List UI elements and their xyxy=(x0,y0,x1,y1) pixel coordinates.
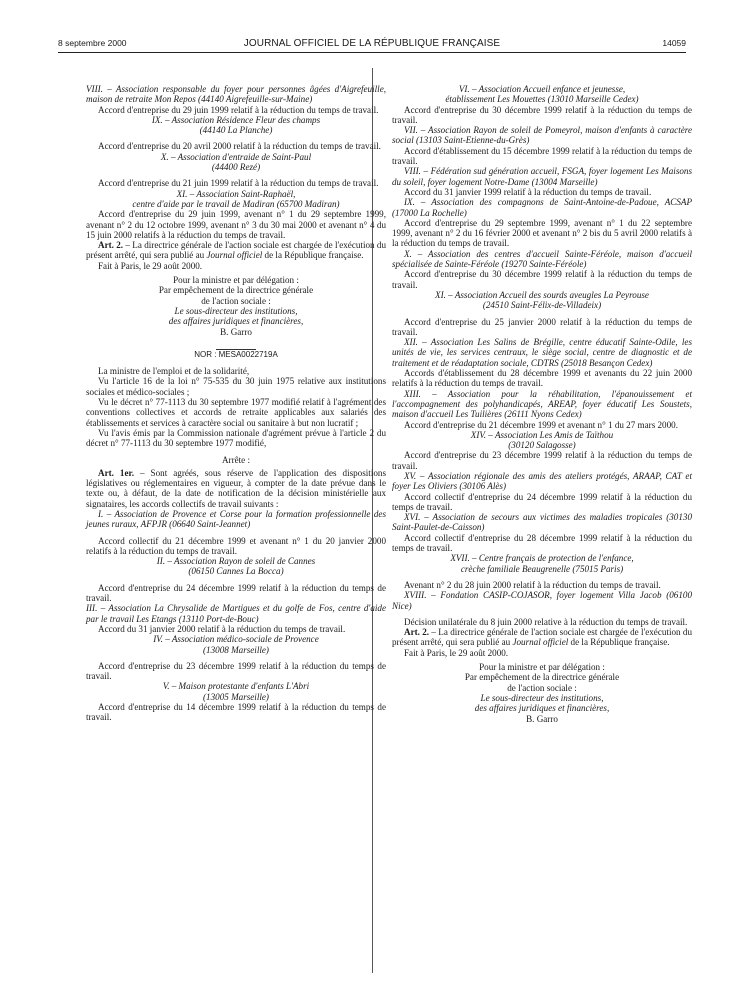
section-text: Accord d'entreprise du 30 décembre 1999 relatif à la réduction du temps de travail. xyxy=(392,269,692,290)
nor-reference: NOR : MESA0022719A xyxy=(194,349,278,359)
section-text: Accord collectif du 21 décembre 1999 et avenant n° 1 du 20 janvier 2000 relatifs à la réduction du temps de travail. xyxy=(86,535,386,556)
section-text: Accord d'entreprise du 14 décembre 1999 relatif à la réduction du temps de travail. xyxy=(86,702,386,723)
section-heading: IX. – Association des compagnons de Saint-Antoine-de-Padoue, ACSAP (17000 La Rochelle) xyxy=(392,197,692,218)
section-heading: XVIII. – Fondation CASIP-COJASOR, foyer logement Villa Jacob (06100 Nice) xyxy=(392,590,692,611)
section-text: Avenant n° 2 du 28 juin 2000 relatif à la réduction du temps de travail. xyxy=(404,579,661,590)
section-heading: I. – Association de Provence et Corse pour la formation professionnelle des jeunes ruraux, AFPJR (06640 Saint-Jeannet) xyxy=(86,508,386,530)
section-text: Accord d'entreprise du 21 juin 1999 relatif à la réduction du temps de travail. xyxy=(98,178,379,189)
section-text: Accord d'entreprise du 29 juin 1999 relatif à la réduction du temps de travail. xyxy=(98,104,379,115)
section-text: Accord d'entreprise du 29 juin 1999, avenant n° 1 du 29 septembre 1999, avenant n° 2 du 12 octobre 1999, avenant n° 3 du 30 mai 2000 et avenant n° 4 du 15 juin 2000 relatifs à la réduction du temps de travail. xyxy=(86,209,386,240)
section-text: Accord d'entreprise du 24 décembre 1999 relatif à la réduction du temps de travail. xyxy=(86,582,386,604)
article-2: Art. 2. – La directrice générale de l'action sociale est chargée de l'exécution du présent arrêté, qui sera publié au Journal officiel de la République française. xyxy=(86,240,387,261)
section-heading: II. – Association Rayon de soleil de Cannes (06150 Cannes La Bocca) xyxy=(156,556,316,577)
section-text: Accord d'entreprise du 23 décembre 1999 relatif à la réduction du temps de travail. xyxy=(392,450,692,471)
section-text: Accord d'entreprise du 30 décembre 1999 relatif à la réduction du temps de travail. xyxy=(392,104,692,125)
preamble-line: Vu le décret n° 77-1113 du 30 septembre 1977 modifié relatif à l'agrément des conventions collectives et accords de retraite applicables aux salariés des établissements et services à caractère social ou sanitaire à but non lucratif ; xyxy=(86,397,386,428)
section-text: Accord d'entreprise du 21 décembre 1999 et avenant n° 1 du 27 mars 2000. xyxy=(404,419,678,430)
section-heading: VIII. – Association responsable du foyer pour personnes âgées d'Aigrefeuille, maison de retraite Mon Repos (44140 Aigrefeuille-sur-Maine) xyxy=(86,84,386,105)
section-heading: VIII. – Fédération sud génération accueil, FSGA, foyer logement Les Maisons du soleil, foyer logement Notre-Dame (13004 Marseille) xyxy=(392,166,692,187)
section-heading: XI. – Association Saint-Raphaël, centre d'aide par le travail de Madiran (65700 Madiran) xyxy=(132,188,340,209)
section-heading: IX. – Association Résidence Fleur des champs (44140 La Planche) xyxy=(151,114,321,136)
section-text: Accord du 31 janvier 1999 relatif à la réduction du temps de travail. xyxy=(404,186,652,197)
preamble-line: La ministre de l'emploi et de la solidarité, xyxy=(98,366,250,377)
section-heading: III. – Association La Chrysalide de Martigues et du golfe de Fos, centre d'aide par le travail Les Etangs (13110 Port-de-Bouc) xyxy=(86,603,386,624)
section-text: Accords d'établissement du 28 décembre 1999 et avenants du 22 juin 2000 relatifs à la réduction du temps de travail. xyxy=(392,368,692,389)
section-heading: IV. – Association médico-sociale de Provence (13008 Marseille) xyxy=(153,634,319,655)
arrete-label: Arrête : xyxy=(221,454,251,465)
section-text: Décision unilatérale du 8 juin 2000 relative à la réduction du temps de travail. xyxy=(404,616,688,627)
journal-title: JOURNAL OFFICIEL DE LA RÉPUBLIQUE FRANÇAISE xyxy=(243,38,501,49)
section-text: Accord d'entreprise du 23 décembre 1999 relatif à la réduction du temps de travail. xyxy=(86,660,386,682)
section-heading: XI. – Association Accueil des sourds aveugles La Peyrouse (24510 Saint-Félix-de-Villadeix) xyxy=(435,289,649,311)
signature-block: Pour la ministre et par délégation : Par empêchement de la directrice générale de l'action sociale : Le sous-directeur des institutions, des affaires juridiques et financières, B. Garro xyxy=(158,275,314,337)
signature-block: Pour la ministre et par délégation : Par empêchement de la directrice générale de l'action sociale : Le sous-directeur des institutions, des affaires juridiques et financières, B. Garro xyxy=(464,662,620,724)
section-text: Accord collectif d'entreprise du 28 décembre 1999 relatif à la réduction du temps de travail. xyxy=(392,532,692,554)
header-date: 8 septembre 2000 xyxy=(58,38,127,48)
section-heading: V. – Maison protestante d'enfants L'Abri (13005 Marseille) xyxy=(162,681,310,702)
section-text: Accord d'entreprise du 20 avril 2000 relatif à la réduction du temps de travail. xyxy=(98,141,381,152)
section-heading: X. – Association d'entraide de Saint-Paul (44400 Rezé) xyxy=(160,151,312,173)
section-text: Accord d'entreprise du 29 septembre 1999, avenant n° 1 du 22 septembre 1999, avenant n° 2 du 16 février 2000 et avenant n° 2 bis du 5 avril 2000 relatifs à la réduction du temps de travail. xyxy=(392,217,692,249)
preamble-line: Vu l'avis émis par la Commission nationale d'agrément prévue à l'article 2 du décret n° 77-1113 du 30 septembre 1977 modifié, xyxy=(86,427,386,449)
section-heading: XV. – Association régionale des amis des ateliers protégés, ARAAP, CAT et foyer Les Oliviers (30106 Alès) xyxy=(392,470,692,492)
fait-line: Fait à Paris, le 29 août 2000. xyxy=(98,260,203,271)
section-text: Accord d'entreprise du 25 janvier 2000 relatif à la réduction du temps de travail. xyxy=(392,316,692,337)
preamble-line: Vu l'article 16 de la loi n° 75-535 du 30 juin 1975 relative aux institutions sociales et médico-sociales ; xyxy=(86,376,386,397)
section-heading: VI. – Association Accueil enfance et jeunesse, établissement Les Mouettes (13010 Marseille Cedex) xyxy=(445,84,639,105)
fait-line: Fait à Paris, le 29 août 2000. xyxy=(404,647,509,658)
page-number: 14059 xyxy=(662,38,686,48)
section-heading: X. – Association des centres d'accueil Sainte-Féréole, maison d'accueil spécialisée de Sainte-Féréole (19270 Sainte-Féréole) xyxy=(392,248,692,270)
section-heading: VII. – Association Rayon de soleil de Pomeyrol, maison d'enfants à caractère social (13103 Saint-Etienne-du-Grès) xyxy=(392,125,692,146)
section-heading: XVII. – Centre français de protection de l'enfance, crèche familiale Beaugrenelle (75015 Paris) xyxy=(450,553,634,574)
article-2: Art. 2. – La directrice générale de l'action sociale est chargée de l'exécution du présent arrêté, qui sera publié au Journal officiel de la République française. xyxy=(392,627,693,648)
section-heading: XVI. – Association de secours aux victimes des maladies tropicales (30130 Saint-Paulet-de-Caisson) xyxy=(392,512,692,533)
section-text: Accord collectif d'entreprise du 24 décembre 1999 relatif à la réduction du temps de travail. xyxy=(392,491,692,512)
section-text: Accord d'établissement du 15 décembre 1999 relatif à la réduction du temps de travail. xyxy=(392,145,692,167)
section-heading: XII. – Association Les Salins de Brégille, centre éducatif Sainte-Odile, les unités de vie, les services centraux, le siège social, centre de diagnostic et de traitement et de réadaptation sociale, CDTRS (25018 Besançon Cedex) xyxy=(392,337,692,368)
section-heading: XIV. – Association Les Amis de Taïthou (30120 Salagosse) xyxy=(470,429,614,451)
left-column xyxy=(86,84,386,723)
page-header xyxy=(58,38,686,52)
section-text: Accord du 31 janvier 2000 relatif à la réduction du temps de travail. xyxy=(98,623,346,634)
article-1: Art. 1er. – Sont agréés, sous réserve de l'application des dispositions législatives ou réglementaires en vigueur, à compter de la date prévue dans le texte ou, à défaut, de la date de notification de la décision ministérielle aux signataires, les accords collectifs de travail suivants : xyxy=(86,467,386,509)
section-heading: XIII. – Association pour la réhabilitation, l'épanouissement et l'accompagnement des polyhandicapés, AREAP, foyer éducatif Les Soustets, maison d'accueil Les Tuilières (26111 Nyons Cedex) xyxy=(392,388,692,420)
right-column xyxy=(392,84,692,724)
header-rule xyxy=(58,52,686,53)
